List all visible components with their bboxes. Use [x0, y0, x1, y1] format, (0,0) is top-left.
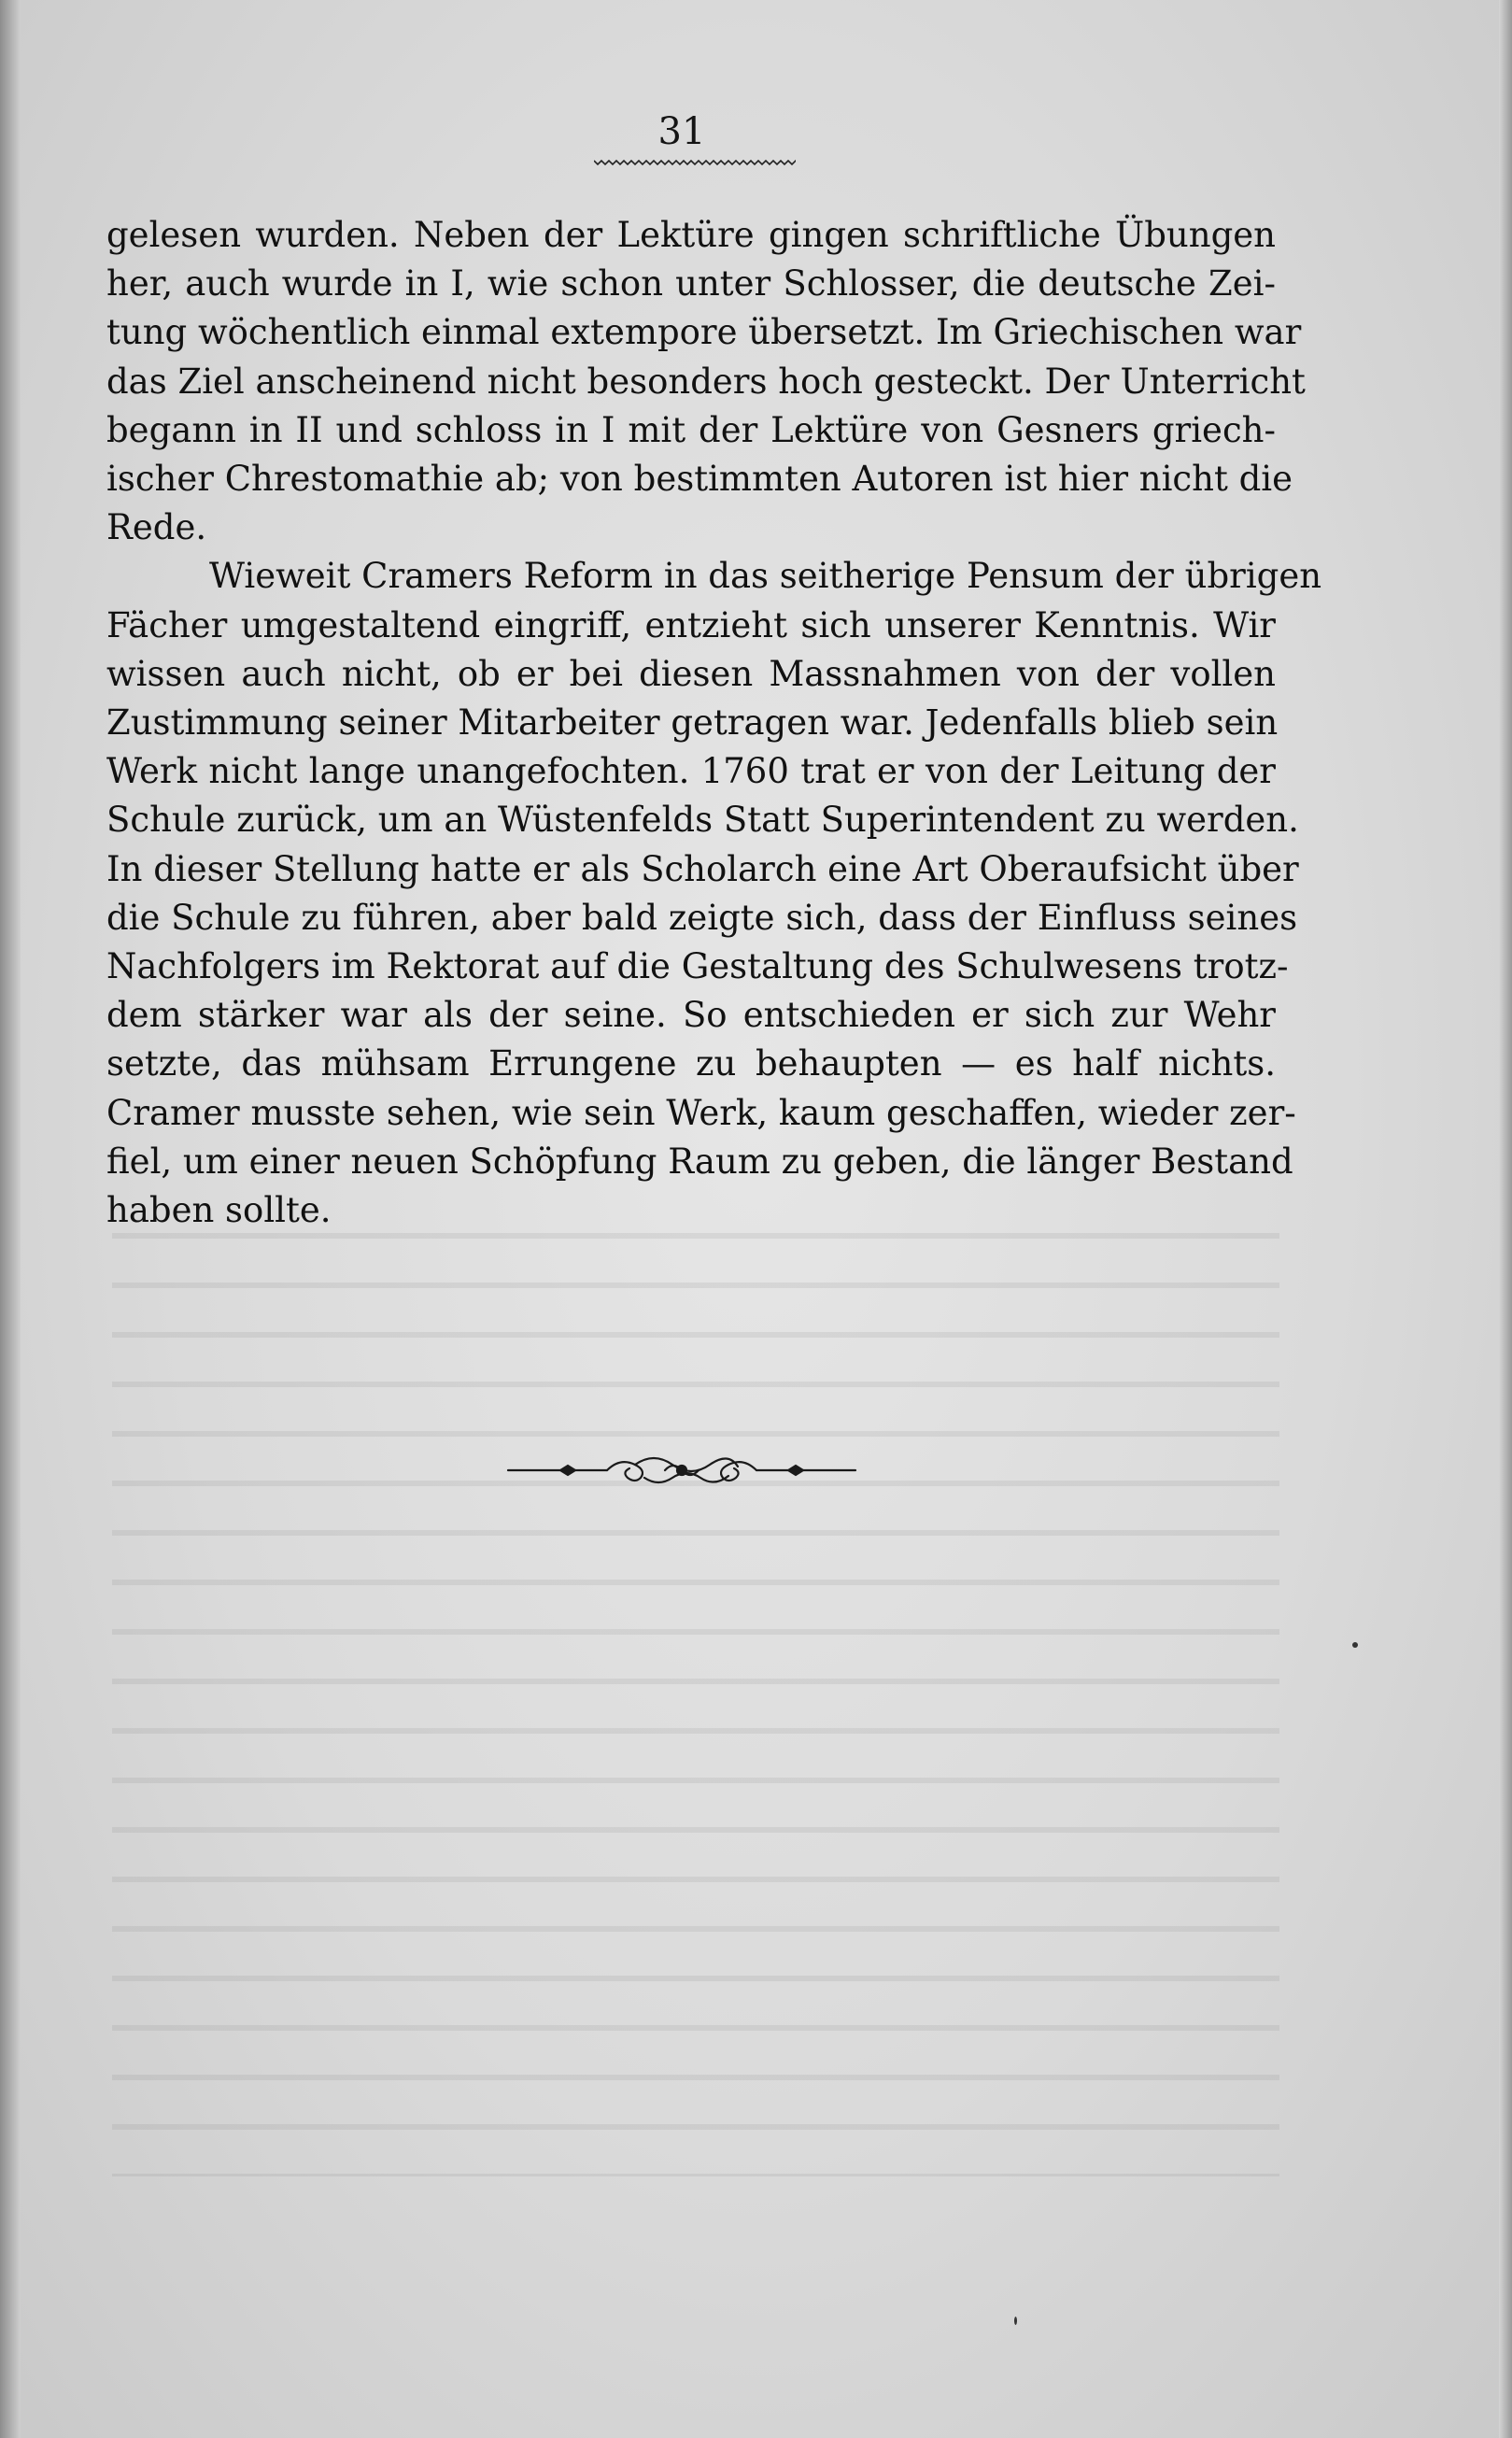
- text-line: gelesen wurden. Neben der Lektüre gingen schriftliche Übungen: [106, 215, 1276, 255]
- text-line: wissen auch nicht, ob er bei diesen Massnahmen von der vollen: [106, 653, 1276, 694]
- text-line: Nachfolgers im Rektorat auf die Gestaltung des Schulwesens trotz-: [106, 946, 1289, 987]
- text-line: tung wöchentlich einmal extempore übersetzt. Im Griechischen war: [106, 312, 1302, 353]
- text-line: setzte, das mühsam Errungene zu behaupten — es half nichts.: [106, 1043, 1276, 1084]
- print-speck: [1352, 1642, 1358, 1648]
- paragraph-1: [106, 211, 1306, 552]
- text-line: fiel, um einer neuen Schöpfung Raum zu geben, die länger Bestand: [106, 1141, 1293, 1182]
- text-line: Cramer musste sehen, wie sein Werk, kaum geschaffen, wieder zer-: [106, 1092, 1296, 1133]
- text-line: Wieweit Cramers Reform in das seitherige Pensum der übrigen: [209, 556, 1322, 597]
- text-line: das Ziel anscheinend nicht besonders hoch gesteckt. Der Unterricht: [106, 361, 1306, 402]
- text-line: Werk nicht lange unangefochten. 1760 trat er von der Leitung der: [106, 751, 1276, 792]
- text-line: In dieser Stellung hatte er als Scholarch eine Art Oberaufsicht über: [106, 848, 1299, 889]
- text-line: Zustimmung seiner Mitarbeiter getragen war. Jedenfalls blieb sein: [106, 702, 1279, 744]
- paragraph-2: [106, 552, 1322, 1235]
- page-left-edge-shadow: [0, 0, 21, 2438]
- text-line: Fächer umgestaltend eingriff, entzieht sich unserer Kenntnis. Wir: [106, 604, 1276, 645]
- text-line: Schule zurück, um an Wüstenfelds Statt Superintendent zu werden.: [106, 800, 1299, 841]
- text-line: her, auch wurde in I, wie schon unter Schlosser, die deutsche Zei-: [106, 263, 1276, 305]
- text-line: die Schule zu führen, aber bald zeigte sich, dass der Einfluss seines: [106, 897, 1298, 938]
- ornamental-divider: [504, 1450, 859, 1491]
- print-speck: [1014, 2317, 1017, 2325]
- text-line: Rede.: [106, 507, 207, 548]
- header-wavy-rule: [594, 155, 796, 170]
- text-line: ischer Chrestomathie ab; von bestimmten Autoren ist hier nicht die: [106, 459, 1293, 500]
- text-line: dem stärker war als der seine. So entschieden er sich zur Wehr: [106, 995, 1276, 1036]
- text-line: haben sollte.: [106, 1190, 332, 1231]
- page-right-edge-shadow: [1499, 0, 1512, 2438]
- bleed-through-text: [112, 1205, 1279, 2176]
- page-number: 31: [657, 110, 706, 153]
- body-text: [106, 211, 1322, 1235]
- text-line: begann in II und schloss in I mit der Lektüre von Gesners griech-: [106, 409, 1276, 450]
